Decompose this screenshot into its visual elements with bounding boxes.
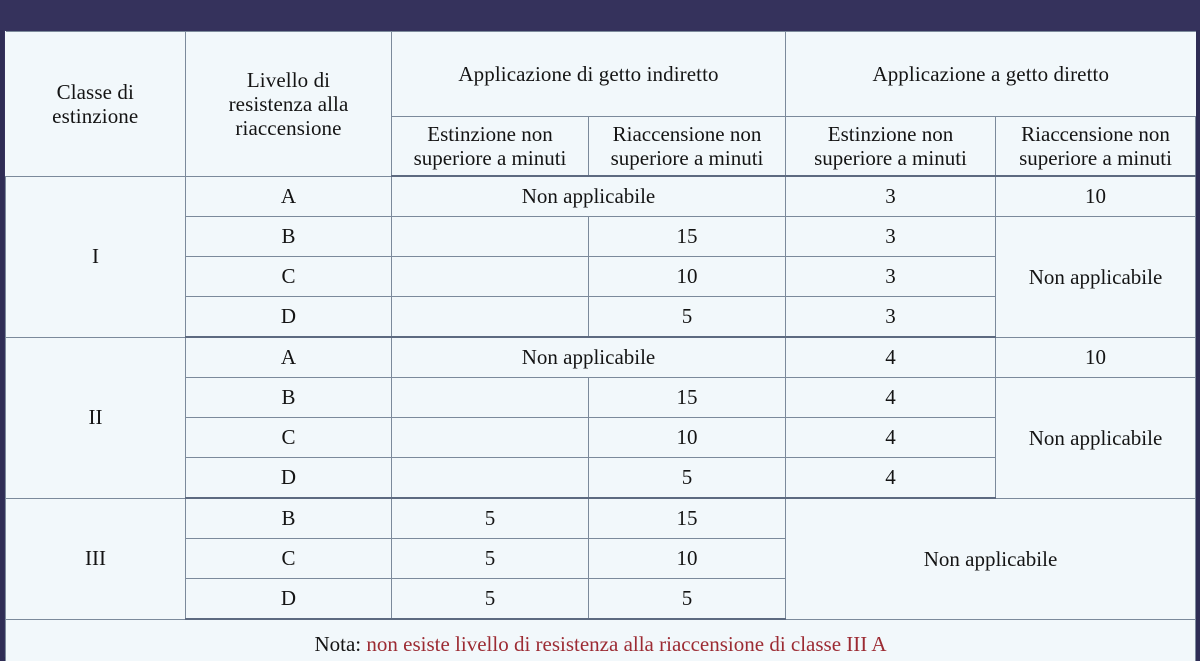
subheader-indiretto-riaccensione — [589, 117, 786, 177]
indirect-reignition-cell: 5 — [589, 297, 786, 338]
direct-reignition-cell: 10 — [996, 337, 1196, 378]
indirect-reignition-cell: 5 — [589, 579, 786, 620]
level-cell: A — [186, 337, 392, 378]
subheader-diretto-estinzione — [786, 117, 996, 177]
note-label: Nota: — [314, 631, 362, 656]
header-applicazione-getto-diretto: Applicazione a getto diretto — [786, 32, 1196, 117]
subheader-indiretto-estinzione-l1: Estinzione non — [427, 121, 553, 146]
indirect-extinction-cell — [392, 378, 589, 418]
class-cell-2: II — [6, 337, 186, 498]
direct-reignition-cell: 10 — [996, 176, 1196, 217]
direct-not-applicable: Non applicabile — [786, 498, 1196, 619]
direct-extinction-cell: 4 — [786, 378, 996, 418]
level-cell: C — [186, 418, 392, 458]
indirect-not-applicable: Non applicabile — [392, 337, 786, 378]
table-container — [4, 30, 1196, 657]
level-cell: D — [186, 297, 392, 338]
subheader-diretto-riaccensione-l2: superiore a minuti — [1019, 146, 1172, 170]
subheader-diretto-estinzione-l2: superiore a minuti — [814, 146, 967, 170]
level-cell: B — [186, 378, 392, 418]
header-livello-line2: resistenza alla — [228, 91, 349, 116]
direct-extinction-cell: 4 — [786, 337, 996, 378]
top-navy-band — [0, 0, 1200, 30]
header-livello-line1: Livello di — [246, 67, 331, 92]
class-cell-3: III — [6, 498, 186, 619]
subheader-indiretto-estinzione — [392, 117, 589, 177]
direct-extinction-cell: 4 — [786, 418, 996, 458]
header-applicazione-getto-indiretto: Applicazione di getto indiretto — [392, 32, 786, 117]
extinction-class-table — [5, 31, 1196, 661]
subheader-diretto-estinzione-l1: Estinzione non — [827, 121, 954, 146]
level-cell: B — [186, 498, 392, 539]
indirect-extinction-cell: 5 — [392, 579, 589, 620]
indirect-reignition-cell: 10 — [589, 539, 786, 579]
level-cell: B — [186, 217, 392, 257]
level-cell: C — [186, 257, 392, 297]
note-cell — [6, 619, 1196, 661]
direct-extinction-cell: 3 — [786, 176, 996, 217]
indirect-reignition-cell: 15 — [589, 498, 786, 539]
subheader-indiretto-riaccensione-l2: superiore a minuti — [610, 146, 764, 170]
indirect-extinction-cell — [392, 458, 589, 499]
indirect-extinction-cell — [392, 257, 589, 297]
table-note-row — [6, 619, 1196, 661]
class-cell-1: I — [6, 176, 186, 337]
direct-extinction-cell: 3 — [786, 297, 996, 338]
note-text: non esiste livello di resistenza alla riaccensione di classe III A — [366, 631, 887, 656]
level-cell: A — [186, 176, 392, 217]
direct-extinction-cell: 4 — [786, 458, 996, 499]
indirect-reignition-cell: 10 — [589, 418, 786, 458]
subheader-indiretto-estinzione-l2: superiore a minuti — [413, 146, 567, 170]
header-livello-line3: riaccensione — [235, 115, 342, 140]
level-cell: D — [186, 579, 392, 620]
header-classe-line2: estinzione — [52, 103, 139, 128]
indirect-extinction-cell — [392, 217, 589, 257]
indirect-extinction-cell — [392, 418, 589, 458]
level-cell: D — [186, 458, 392, 499]
subheader-diretto-riaccensione-l1: Riaccensione non — [1021, 121, 1170, 146]
indirect-reignition-cell: 15 — [589, 217, 786, 257]
direct-not-applicable: Non applicabile — [996, 217, 1196, 338]
table-row — [6, 498, 1196, 539]
indirect-extinction-cell: 5 — [392, 498, 589, 539]
indirect-not-applicable: Non applicabile — [392, 176, 786, 217]
indirect-reignition-cell: 15 — [589, 378, 786, 418]
direct-extinction-cell: 3 — [786, 257, 996, 297]
header-livello-resistenza — [186, 32, 392, 177]
table-header-row — [6, 32, 1196, 117]
subheader-diretto-riaccensione — [996, 117, 1196, 177]
header-classe-line1: Classe di — [56, 79, 134, 104]
subheader-indiretto-riaccensione-l1: Riaccensione non — [612, 121, 762, 146]
indirect-extinction-cell: 5 — [392, 539, 589, 579]
table-row — [6, 337, 1196, 378]
indirect-reignition-cell: 10 — [589, 257, 786, 297]
direct-extinction-cell: 3 — [786, 217, 996, 257]
header-classe-estinzione — [6, 32, 186, 177]
direct-not-applicable: Non applicabile — [996, 378, 1196, 499]
indirect-reignition-cell: 5 — [589, 458, 786, 499]
indirect-extinction-cell — [392, 297, 589, 338]
table-row — [6, 176, 1196, 217]
level-cell: C — [186, 539, 392, 579]
